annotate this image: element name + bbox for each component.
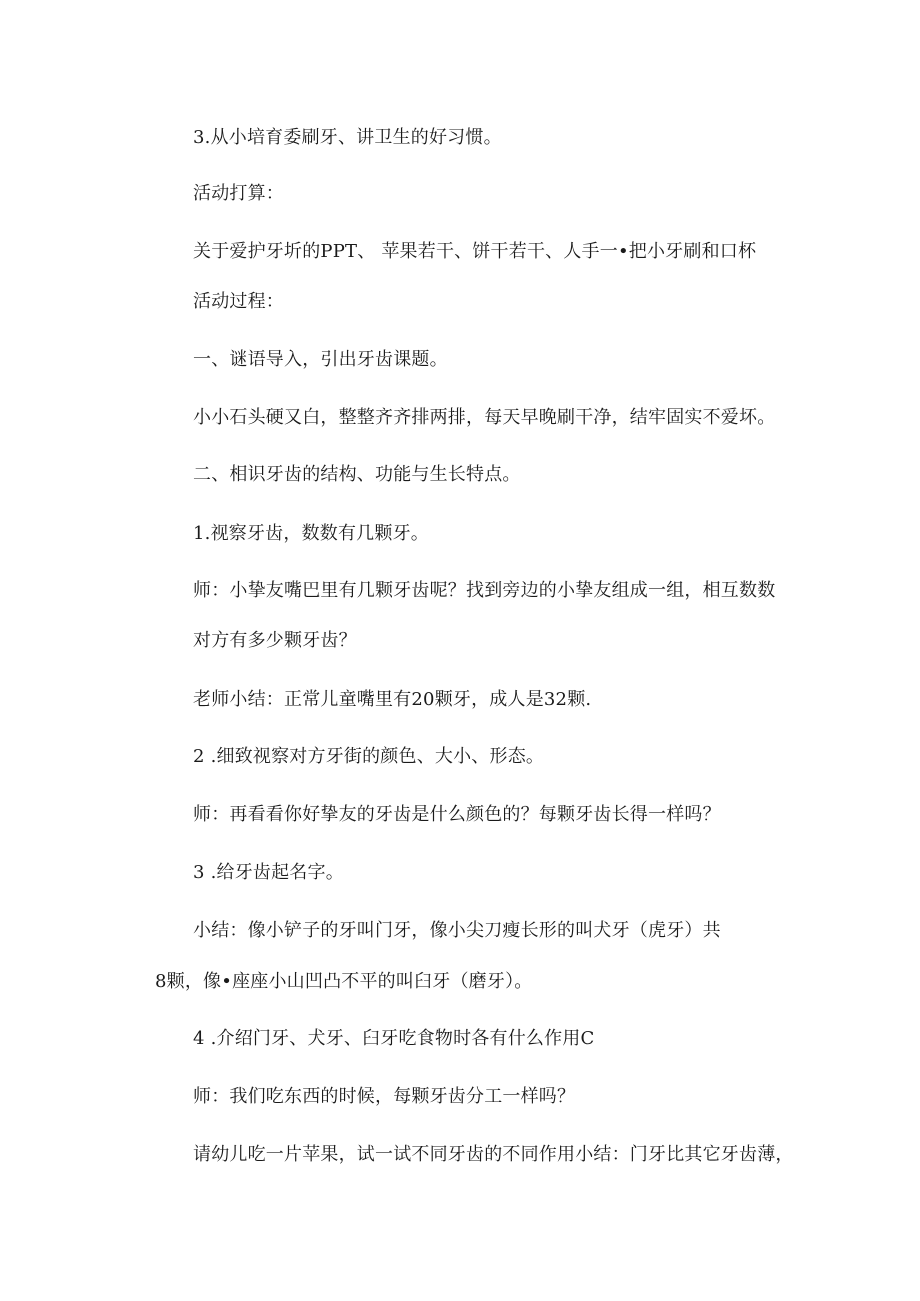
riddle-text: 小小石头硬又白，整整齐齐排两排，每天早晚刷干净，结牢固实不爱坏。 — [193, 407, 776, 428]
section-1-heading: 一、谜语导入，引出牙齿课题。 — [193, 349, 448, 370]
teacher-question-3: 师：我们吃东西的时候，每颗牙齿分工一样吗？ — [193, 1086, 576, 1107]
teacher-summary-1: 老师小结：正常儿童嘴里有20颗牙，成人是32颗. — [193, 689, 592, 710]
teacher-question-1: 师：小挚友嘴巴里有几颗牙齿呢？找到旁边的小挚友组成一组，相互数数 — [193, 580, 776, 601]
teacher-question-2: 师：再看看你好挚友的牙齿是什么颜色的？每颗牙齿长得一样吗？ — [193, 804, 721, 825]
process-heading: 活动过程： — [193, 291, 284, 312]
step-2: 2 .细致视察对方牙街的颜色、大小、形态。 — [193, 746, 545, 767]
step-4: 4 .介绍门牙、犬牙、臼牙吃食物时各有什么作用C — [193, 1028, 595, 1049]
teacher-question-1-cont: 对方有多少颗牙齿？ — [193, 630, 357, 651]
activity-instruction: 请幼儿吃一片苹果，试一试不同牙齿的不同作用小结：门牙比其它牙齿薄， — [193, 1144, 794, 1165]
summary-names-cont: 8颗，像•座座小山凹凸不平的叫臼牙（磨牙）。 — [155, 971, 533, 992]
objective-3: 3.从小培育委刷牙、讲卫生的好习惯。 — [193, 127, 502, 148]
preparation-heading: 活动打算： — [193, 183, 284, 204]
step-3: 3 .给牙齿起名字。 — [193, 862, 344, 883]
summary-names: 小结：像小铲子的牙叫门牙，像小尖刀瘦长形的叫犬牙（虎牙）共 — [193, 920, 721, 941]
section-2-heading: 二、相识牙齿的结构、功能与生长特点。 — [193, 464, 521, 485]
preparation-materials: 关于爱护牙圻的PPT、 苹果若干、饼干若干、人手一•把小牙刷和口杯 — [193, 241, 757, 262]
step-1: 1.视察牙齿，数数有几颗牙。 — [193, 523, 429, 544]
